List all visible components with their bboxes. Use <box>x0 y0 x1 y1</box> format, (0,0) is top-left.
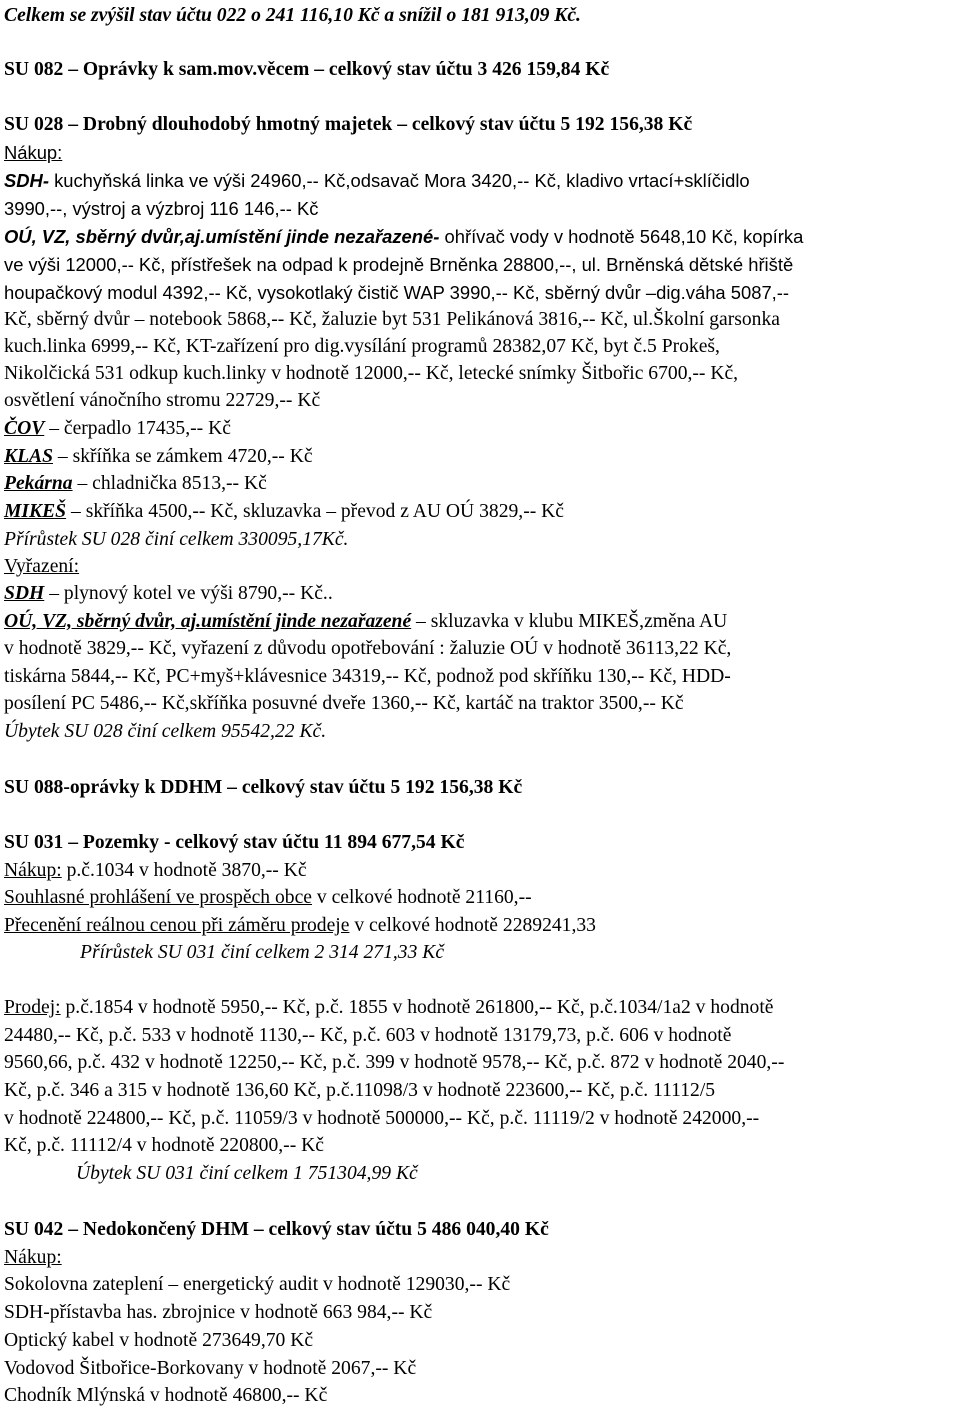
text-line: Kč, p.č. 346 a 315 v hodnotě 136,60 Kč, p.č.11098/3 v hodnotě 223600,-- Kč, p.č. 11112/5 <box>4 1080 716 1101</box>
text-span: p.č.1854 v hodnotě 5950,-- Kč, p.č. 1855 v hodnotě 261800,-- Kč, p.č.1034/1a2 v hodnotě <box>60 997 774 1018</box>
text-span: – skříňka 4500,-- Kč, skluzavka – převod z AU OÚ 3829,-- Kč <box>66 501 564 522</box>
text-line: 24480,-- Kč, p.č. 533 v hodnotě 1130,-- Kč, p.č. 603 v hodnotě 13179,73, p.č. 606 v hodnotě <box>4 1025 732 1046</box>
text-line: houpačkový modul 4392,-- Kč, vysokotlaký čistič WAP 3990,-- Kč, sběrný dvůr –dig.váha 5087,-- <box>4 282 790 303</box>
text-span: – čerpadlo 17435,-- Kč <box>44 418 231 439</box>
text-line: posílení PC 5486,-- Kč,skříňka posuvné dveře 1360,-- Kč, kartáč na traktor 3500,-- Kč <box>4 693 684 714</box>
heading-su-042: SU 042 – Nedokončený DHM – celkový stav účtu 5 486 040,40 Kč <box>4 1219 549 1240</box>
text-line: osvětlení vánočního stromu 22729,-- Kč <box>4 390 321 411</box>
text-line <box>4 167 750 195</box>
text-line: Kč, sběrný dvůr – notebook 5868,-- Kč, žaluzie byt 531 Pelikánová 3816,-- Kč, ul.Školní garsonka <box>4 309 780 330</box>
total-increase-028: Přírůstek SU 028 činí celkem 330095,17Kč. <box>4 529 349 550</box>
text-span: v celkové hodnotě 21160,-- <box>311 887 532 908</box>
text-span: kuchyňská linka ve výši 24960,-- Kč,odsavač Mora 3420,-- Kč, kladivo vrtací+sklíčidlo <box>48 170 750 191</box>
text-line <box>4 884 532 912</box>
label-nakup-042: Nákup: <box>4 1247 62 1268</box>
label-sdh: SDH <box>4 583 45 604</box>
heading-su-088: SU 088-oprávky k DDHM – celkový stav účtu 5 192 156,38 Kč <box>4 777 523 798</box>
text-line: SDH-přístavba has. zbrojnice v hodnotě 663 984,-- Kč <box>4 1302 433 1323</box>
text-span: – skluzavka v klubu MIKEŠ,změna AU <box>411 611 728 632</box>
text-line <box>4 470 267 498</box>
text-line: 9560,66, p.č. 432 v hodnotě 12250,-- Kč, p.č. 399 v hodnotě 9578,-- Kč, p.č. 872 v hodnotě 2040,-- <box>4 1052 785 1073</box>
heading-su-082: SU 082 – Oprávky k sam.mov.věcem – celkový stav účtu 3 426 159,84 Kč <box>4 59 610 80</box>
text-line: 3990,--, výstroj a výzbroj 116 146,-- Kč <box>4 198 319 219</box>
total-increase-031: Přírůstek SU 031 činí celkem 2 314 271,33 Kč <box>80 942 445 963</box>
text-line: v hodnotě 3829,-- Kč, vyřazení z důvodu opotřebování : žaluzie OÚ v hodnotě 36113,22 Kč, <box>4 638 732 659</box>
text-span: – plynový kotel ve výši 8790,-- Kč.. <box>44 583 333 604</box>
label-vyrazeni: Vyřazení: <box>4 556 80 577</box>
heading-su-028: SU 028 – Drobný dlouhodobý hmotný majetek – celkový stav účtu 5 192 156,38 Kč <box>4 114 693 135</box>
text-line <box>4 912 596 940</box>
heading-su-031: SU 031 – Pozemky - celkový stav účtu 11 894 677,54 Kč <box>4 832 465 853</box>
label-souhlasne: Souhlasné prohlášení ve prospěch obce <box>4 887 312 908</box>
label-mikes: MIKEŠ <box>4 501 67 522</box>
text-line <box>4 580 333 608</box>
label-pekarna: Pekárna <box>4 473 73 494</box>
label-prodej: Prodej: <box>4 997 61 1018</box>
text-span: p.č.1034 v hodnotě 3870,-- Kč <box>61 860 307 881</box>
total-decrease-028: Úbytek SU 028 činí celkem 95542,22 Kč. <box>4 721 327 742</box>
label-sdh: SDH- <box>4 170 49 191</box>
text-line: kuch.linka 6999,-- Kč, KT-zařízení pro dig.vysílání programů 28382,07 Kč, byt č.5 Prokeš, <box>4 336 720 357</box>
text-line: Sokolovna zateplení – energetický audit v hodnotě 129030,-- Kč <box>4 1274 511 1295</box>
label-ou-vz: OÚ, VZ, sběrný dvůr, aj.umístění jinde nezařazené <box>4 611 412 632</box>
text-line <box>4 857 307 885</box>
label-cov: ČOV <box>4 418 45 439</box>
text-line: Optický kabel v hodnotě 273649,70 Kč <box>4 1330 314 1351</box>
text-line <box>4 443 313 471</box>
text-line <box>4 498 564 526</box>
text-line: v hodnotě 224800,-- Kč, p.č. 11059/3 v hodnotě 500000,-- Kč, p.č. 11119/2 v hodnotě 242000,-- <box>4 1108 760 1129</box>
text-span: – chladnička 8513,-- Kč <box>72 473 267 494</box>
label-preceneni: Přecenění reálnou cenou při záměru prodeje <box>4 915 350 936</box>
text-line <box>4 994 773 1022</box>
text-line: Chodník Mlýnská v hodnotě 46800,-- Kč <box>4 1385 328 1406</box>
text-line <box>4 608 727 636</box>
text-line: tiskárna 5844,-- Kč, PC+myš+klávesnice 34319,-- Kč, podnož pod skříňku 130,-- Kč, HDD- <box>4 666 731 687</box>
text-span: ohřívač vody v hodnotě 5648,10 Kč, kopírka <box>439 226 804 247</box>
text-span: – skříňka se zámkem 4720,-- Kč <box>53 446 313 467</box>
text-line <box>4 223 803 251</box>
summary-line-022: Celkem se zvýšil stav účtu 022 o 241 116,10 Kč a snížil o 181 913,09 Kč. <box>4 5 581 26</box>
label-klas: KLAS <box>4 446 54 467</box>
text-line <box>4 415 231 443</box>
text-line: Nikolčická 531 odkup kuch.linky v hodnotě 12000,-- Kč, letecké snímky Šitbořic 6700,-- Kč, <box>4 363 739 384</box>
text-span: v celkové hodnotě 2289241,33 <box>349 915 596 936</box>
label-nakup-031: Nákup: <box>4 860 62 881</box>
label-ou-vz: OÚ, VZ, sběrný dvůr,aj.umístění jinde nezařazené- <box>4 226 440 247</box>
text-line: Vodovod Šitbořice-Borkovany v hodnotě 2067,-- Kč <box>4 1358 417 1379</box>
total-decrease-031: Úbytek SU 031 činí celkem 1 751304,99 Kč <box>76 1163 418 1184</box>
label-nakup-028: Nákup: <box>4 142 63 163</box>
text-line: ve výši 12000,-- Kč, přístřešek na odpad k prodejně Brněnka 28800,--, ul. Brněnská dětské hřiště <box>4 254 794 275</box>
text-line: Kč, p.č. 11112/4 v hodnotě 220800,-- Kč <box>4 1135 324 1156</box>
